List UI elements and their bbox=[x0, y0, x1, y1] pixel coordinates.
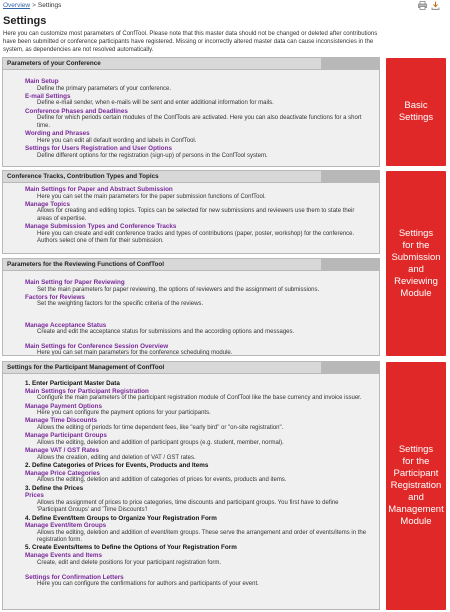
item-desc: Here you can set the main parameters for the paper submission functions of ConfTool. bbox=[37, 193, 266, 200]
step-heading: 1. Enter Participant Master Data bbox=[25, 380, 120, 387]
manage-topics-link[interactable]: Manage Topics bbox=[25, 200, 71, 208]
vat-gst-rates-link[interactable]: Manage VAT / GST Rates bbox=[25, 447, 99, 455]
item-desc: Define different options for the registration (sign-up) of persons in the ConfTool system. bbox=[37, 152, 268, 159]
sidebox-line: Settings bbox=[398, 112, 434, 123]
sidebox-line: Management bbox=[388, 504, 444, 515]
sidebox-line: Module bbox=[400, 287, 432, 299]
item-desc: Allows the editing, deletion and addition of participant groups (e.g. student, member, normal). bbox=[37, 439, 284, 446]
panel-title: Parameters of your Conference bbox=[3, 58, 379, 70]
wording-phrases-link[interactable]: Wording and Phrases bbox=[25, 130, 90, 138]
sidebox-submission-reviewing bbox=[386, 171, 446, 356]
step-heading: 3. Define the Prices bbox=[25, 484, 84, 492]
breadcrumb-current: Settings bbox=[37, 2, 62, 10]
breadcrumb bbox=[0, 0, 450, 12]
prices-link[interactable]: Prices bbox=[25, 492, 44, 500]
main-setup-link[interactable]: Main Setup bbox=[25, 78, 59, 85]
item-desc: Create, edit and delete positions for your participant registration form. bbox=[37, 559, 222, 566]
item-desc: Define for which periods certain modules of the ConfTools are activated. Here you can also deactivate functions for a short time. bbox=[37, 115, 362, 129]
participant-registration-settings-link[interactable]: Main Settings for Participant Registration bbox=[25, 387, 149, 395]
item-desc: Set the weighting factors for the specific criteria of the reviews. bbox=[37, 301, 204, 308]
item-desc: Allows for creating and editing topics. Topics can be selected for new submissions and reviewers use them to state their areas of expertise. bbox=[37, 208, 355, 222]
download-icon[interactable] bbox=[431, 1, 440, 10]
email-settings-link[interactable]: E-mail Settings bbox=[25, 92, 71, 100]
item-desc: Set the main parameters for paper reviewing, the options of reviewers and the assignment of submissions. bbox=[37, 286, 320, 293]
sidebox-line: Basic bbox=[404, 100, 428, 111]
sidebox-line: for the bbox=[402, 456, 430, 467]
item-desc: Define the primary parameters of your conference. bbox=[37, 85, 172, 92]
step-heading: 4. Define Event/Item Groups to Organize Your Registration Form bbox=[25, 514, 217, 522]
item-desc: Here you can set main parameters for the conference scheduling module. bbox=[37, 350, 233, 356]
price-categories-link[interactable]: Manage Price Categories bbox=[25, 469, 100, 477]
paper-reviewing-settings-link[interactable]: Main Setting for Paper Reviewing bbox=[25, 279, 125, 286]
item-desc: Allows the editing, deletion and addition of categories of prices for events, products and items. bbox=[37, 477, 287, 484]
step-heading: 5. Create Events/Items to Define the Options of Your Registration Form bbox=[25, 544, 237, 552]
panel-title: Conference Tracks, Contribution Types and Topics bbox=[3, 171, 379, 183]
sidebox-line: Reviewing bbox=[394, 275, 438, 287]
item-desc: Allows the editing, deletion and addition of event/item groups. These serve the arrangement and order of events/items in the registration form. bbox=[37, 529, 367, 544]
item-desc: Here you can configure the payment options for your participants. bbox=[37, 410, 211, 416]
sidebox-line: Participant bbox=[393, 468, 439, 479]
session-overview-settings-link[interactable]: Main Settings for Conference Session Overview bbox=[25, 342, 169, 350]
panel-title: Parameters for the Reviewing Functions of ConfTool bbox=[3, 259, 379, 271]
item-desc: Here you can edit all default wording and labels in ConfTool. bbox=[37, 137, 197, 144]
acceptance-status-link[interactable]: Manage Acceptance Status bbox=[25, 321, 107, 329]
sidebox-line: for the bbox=[402, 239, 430, 251]
page-intro: Here you can customize most parameters of ConfTool. Please note that this master data should not be changed or deleted after contributions have been submitted or conference participants have registered. Missing or incorrectly altered master data can cause inconsistencies in the system, as dependencies are not resolved automatically. bbox=[3, 31, 378, 53]
breadcrumb-separator: > bbox=[32, 2, 36, 10]
user-registration-settings-link[interactable]: Settings for Users Registration and User Options bbox=[25, 145, 172, 153]
sidebox-basic-settings bbox=[386, 58, 446, 166]
participant-groups-link[interactable]: Manage Participant Groups bbox=[25, 432, 107, 440]
panel-conference-parameters bbox=[2, 57, 380, 167]
item-desc: Here you can configure the confirmations for authors and participants of your event. bbox=[37, 581, 259, 588]
item-desc: Configure the main parameters of the participant registration module of ConfTool like the base currency and invoice issuer. bbox=[37, 395, 362, 402]
events-items-link[interactable]: Manage Events and Items bbox=[25, 552, 102, 560]
sidebox-line: Settings bbox=[398, 227, 434, 239]
review-factors-link[interactable]: Factors for Reviews bbox=[25, 293, 85, 301]
phases-deadlines-link[interactable]: Conference Phases and Deadlines bbox=[25, 107, 128, 115]
print-icon[interactable] bbox=[418, 1, 427, 10]
item-desc: Allows the editing of periods for time dependent fees, like "early bird" or "on-site registration". bbox=[37, 424, 284, 431]
page-title: Settings bbox=[3, 15, 47, 27]
item-desc: Define e-mail sender, when e-mails will be sent and enter additional information for mails. bbox=[37, 100, 274, 107]
confirmation-letters-link[interactable]: Settings for Confirmation Letters bbox=[25, 573, 124, 581]
sidebox-line: Settings bbox=[398, 444, 434, 455]
sidebox-participant-management bbox=[386, 362, 446, 610]
submission-settings-link[interactable]: Main Settings for Paper and Abstract Submission bbox=[25, 186, 173, 193]
panel-tracks-types-topics bbox=[2, 170, 380, 254]
panel-participant-management bbox=[2, 361, 380, 610]
sidebox-line: and bbox=[408, 492, 424, 503]
panel-reviewing-parameters bbox=[2, 258, 380, 356]
item-desc: Here you can create and edit conference tracks and types of contributions (paper, poster, workshop) for the conference. Authors select one of them for their submission. bbox=[37, 230, 355, 245]
sidebox-line: Module bbox=[400, 516, 432, 527]
step-heading: 2. Define Categories of Prices for Events, Products and Items bbox=[25, 462, 209, 470]
breadcrumb-overview-link[interactable]: Overview bbox=[3, 2, 31, 10]
time-discounts-link[interactable]: Manage Time Discounts bbox=[25, 417, 97, 425]
item-desc: Allows the creation, editing and deletion of VAT / GST rates. bbox=[37, 454, 196, 461]
submission-types-tracks-link[interactable]: Manage Submission Types and Conference Tracks bbox=[25, 223, 177, 231]
payment-options-link[interactable]: Manage Payment Options bbox=[25, 402, 102, 410]
item-desc: Create and edit the acceptance status for submissions and the according options and messages. bbox=[37, 329, 295, 336]
sidebox-line: Submission bbox=[391, 251, 441, 263]
sidebox-line: Registration bbox=[390, 480, 442, 491]
panel-title: Settings for the Participant Management of ConfTool bbox=[3, 362, 379, 374]
sidebox-line: and bbox=[408, 263, 424, 275]
event-item-groups-link[interactable]: Manage Event/Item Groups bbox=[25, 522, 107, 530]
item-desc: Allows the assignment of prices to price categories, time discounts and participant groups. You first have to define 'Participant Groups' and 'Time Discounts'! bbox=[37, 499, 339, 514]
